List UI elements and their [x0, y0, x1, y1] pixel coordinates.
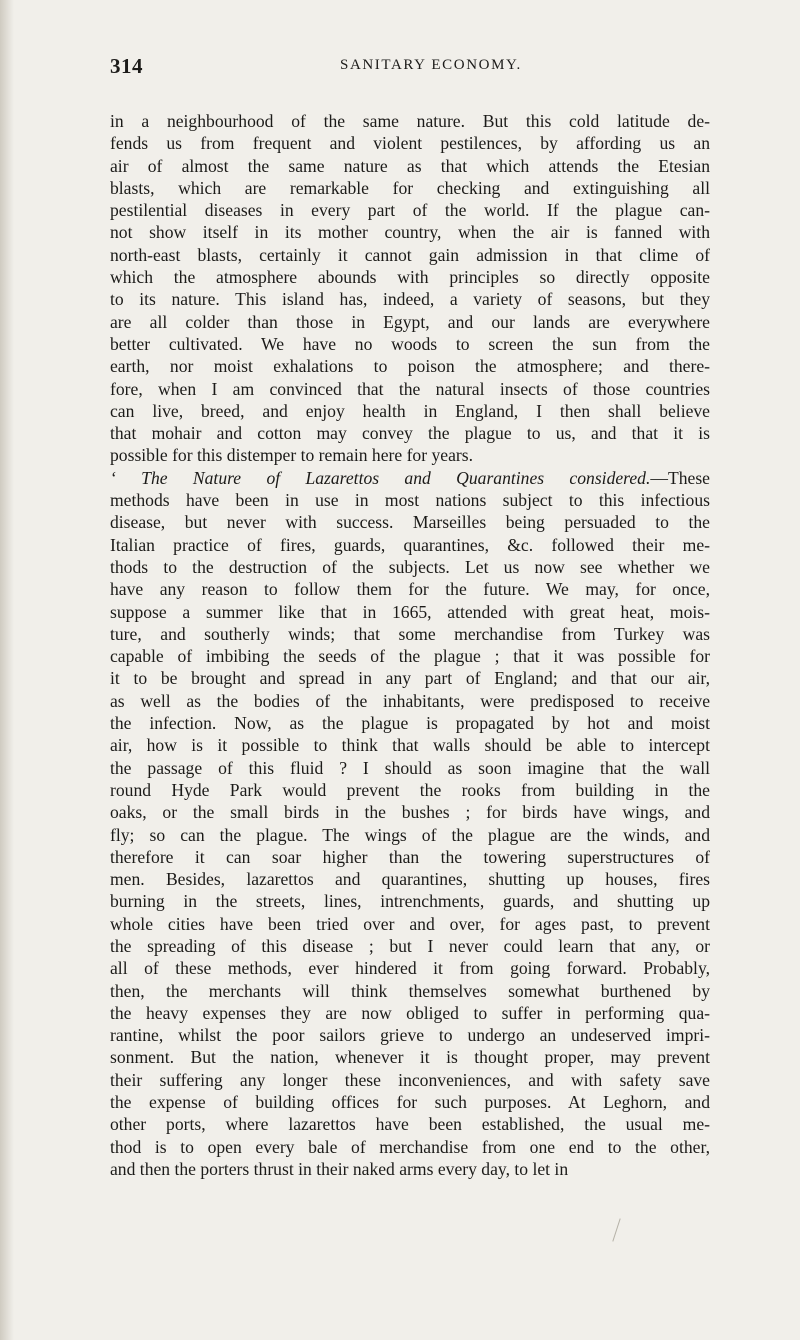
text-line: fly; so can the plague. The wings of the plague are the winds, and	[110, 824, 710, 845]
text-line: disease, but never with success. Marseilles being persuaded to the	[110, 512, 710, 533]
text-line: the expense of building offices for such purposes. At Leghorn, and	[110, 1092, 710, 1113]
text-line: whole cities have been tried over and over, for ages past, to prevent	[110, 913, 710, 934]
text-line: the infection. Now, as the plague is propagated by hot and moist	[110, 713, 710, 734]
text-line: fends us from frequent and violent pestilences, by affording us an	[110, 133, 710, 154]
text-line: and then the porters thrust in their naked arms every day, to let in	[110, 1158, 569, 1179]
text-line: thods to the destruction of the subjects. Let us now see whether we	[110, 556, 710, 577]
text-line: earth, nor moist exhalations to poison the atmosphere; and there-	[110, 356, 710, 377]
text-line: to its nature. This island has, indeed, a variety of seasons, but they	[110, 289, 710, 310]
text-line: can live, breed, and enjoy health in England, I then shall believe	[110, 400, 710, 421]
text-line: all of these methods, ever hindered it from going forward. Probably,	[110, 958, 710, 979]
text-line: blasts, which are remarkable for checking and extinguishing all	[110, 177, 710, 198]
section-heading-italic: ‘ The Nature of Lazarettos and Quarantines considered.	[110, 467, 651, 488]
text-line: burning in the streets, lines, intrenchments, guards, and shutting up	[110, 891, 710, 912]
text-line: air of almost the same nature as that which attends the Etesian	[110, 155, 710, 176]
section-heading-rest: —These	[650, 467, 710, 488]
text-line: thod is to open every bale of merchandise from one end to the other,	[110, 1136, 710, 1157]
text-line: methods have been in use in most nations subject to this infectious	[110, 490, 710, 511]
text-line: not show itself in its mother country, when the air is fanned with	[110, 222, 710, 243]
text-line: men. Besides, lazarettos and quarantines, shutting up houses, fires	[110, 869, 710, 890]
text-line: which the atmosphere abounds with principles so directly opposite	[110, 267, 710, 288]
text-line: their suffering any longer these inconveniences, and with safety save	[110, 1069, 710, 1090]
text-line: capable of imbibing the seeds of the plague ; that it was possible for	[110, 646, 710, 667]
text-line: the heavy expenses they are now obliged to suffer in performing qua-	[110, 1002, 710, 1023]
text-line: other ports, where lazarettos have been established, the usual me-	[110, 1114, 710, 1135]
text-line: therefore it can soar higher than the towering superstructures of	[110, 846, 710, 867]
text-line: the passage of this fluid ? I should as soon imagine that the wall	[110, 757, 710, 778]
text-line: suppose a summer like that in 1665, attended with great heat, mois-	[110, 601, 710, 622]
text-line: rantine, whilst the poor sailors grieve to undergo an undeserved impri-	[110, 1025, 710, 1046]
text-line: pestilential diseases in every part of the world. If the plague can-	[110, 200, 710, 221]
section-heading-line	[110, 467, 710, 489]
text-line: then, the merchants will think themselves somewhat burthened by	[110, 980, 710, 1001]
running-head	[110, 54, 710, 78]
text-line: as well as the bodies of the inhabitants, were predisposed to receive	[110, 690, 710, 711]
text-line: that mohair and cotton may convey the plague to us, and that it is	[110, 423, 710, 444]
text-line: it to be brought and spread in any part of England; and that our air,	[110, 668, 710, 689]
text-line: have any reason to follow them for the future. We may, for once,	[110, 579, 710, 600]
text-line: Italian practice of fires, guards, quarantines, &c. followed their me-	[110, 534, 710, 555]
body-text	[110, 110, 710, 1180]
gutter-shadow	[0, 0, 14, 1340]
text-line: ture, and southerly winds; that some merchandise from Turkey was	[110, 623, 710, 644]
running-title: SANITARY ECONOMY.	[340, 57, 522, 73]
text-line: the spreading of this disease ; but I never could learn that any, or	[110, 935, 710, 956]
text-line: sonment. But the nation, whenever it is thought proper, may prevent	[110, 1047, 710, 1068]
text-line: oaks, or the small birds in the bushes ; for birds have wings, and	[110, 802, 710, 823]
text-line: better cultivated. We have no woods to screen the sun from the	[110, 333, 710, 354]
text-line: north-east blasts, certainly it cannot gain admission in that clime of	[110, 244, 710, 265]
text-line: fore, when I am convinced that the natural insects of those countries	[110, 378, 710, 399]
pencil-mark	[612, 1218, 620, 1241]
text-line: air, how is it possible to think that walls should be able to intercept	[110, 735, 710, 756]
text-line: in a neighbourhood of the same nature. But this cold latitude de-	[110, 111, 710, 131]
text-line: are all colder than those in Egypt, and our lands are everywhere	[110, 311, 710, 332]
page-number: 314	[110, 54, 143, 78]
text-line: round Hyde Park would prevent the rooks from building in the	[110, 779, 710, 800]
text-line: possible for this distemper to remain here for years.	[110, 445, 474, 466]
